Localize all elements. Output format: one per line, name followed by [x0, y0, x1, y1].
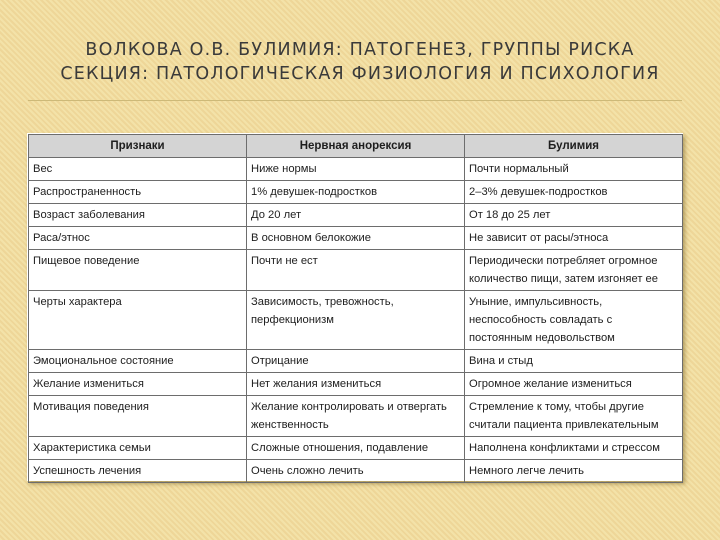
table-row [29, 350, 683, 373]
table-cell-bulimia: Немного легче лечить [465, 460, 683, 483]
table-cell-anorexia: Нет желания измениться [247, 373, 465, 396]
table-cell-bulimia: Периодически потребляет огромное количество пищи, затем изгоняет ее [465, 250, 683, 291]
table-cell-anorexia: Сложные отношения, подавление [247, 437, 465, 460]
table-cell-anorexia: Зависимость, тревожность, перфекционизм [247, 291, 465, 350]
table-row [29, 250, 683, 291]
slide-title [0, 38, 720, 86]
table-cell-anorexia: Отрицание [247, 350, 465, 373]
table-row [29, 227, 683, 250]
table-cell-bulimia: 2–3% девушек-подростков [465, 181, 683, 204]
table-row [29, 437, 683, 460]
table-cell-sign: Мотивация поведения [29, 396, 247, 437]
column-header-bulimia: Булимия [465, 135, 683, 158]
comparison-table-panel [27, 133, 683, 481]
table-cell-bulimia: Огромное желание измениться [465, 373, 683, 396]
slide-title-line-1: ВОЛКОВА О.В. БУЛИМИЯ: ПАТОГЕНЕЗ, ГРУППЫ РИСКА [85, 40, 635, 60]
table-cell-bulimia: Стремление к тому, чтобы другие считали пациента привлекательным [465, 396, 683, 437]
column-header-signs: Признаки [29, 135, 247, 158]
comparison-table [28, 134, 683, 483]
table-row [29, 158, 683, 181]
table-row [29, 291, 683, 350]
table-cell-sign: Успешность лечения [29, 460, 247, 483]
table-cell-bulimia: От 18 до 25 лет [465, 204, 683, 227]
table-row [29, 460, 683, 483]
table-cell-anorexia: 1% девушек-подростков [247, 181, 465, 204]
table-row [29, 396, 683, 437]
table-cell-bulimia: Уныние, импульсивность, неспособность совладать с постоянным недовольством [465, 291, 683, 350]
table-cell-bulimia: Не зависит от расы/этноса [465, 227, 683, 250]
table-cell-bulimia: Вина и стыд [465, 350, 683, 373]
table-cell-sign: Пищевое поведение [29, 250, 247, 291]
table-cell-bulimia: Наполнена конфликтами и стрессом [465, 437, 683, 460]
table-cell-sign: Черты характера [29, 291, 247, 350]
table-cell-anorexia: Почти не ест [247, 250, 465, 291]
table-cell-bulimia: Почти нормальный [465, 158, 683, 181]
table-cell-sign: Желание измениться [29, 373, 247, 396]
table-cell-sign: Вес [29, 158, 247, 181]
title-divider [28, 100, 682, 101]
column-header-anorexia: Нервная анорексия [247, 135, 465, 158]
table-cell-sign: Раса/этнос [29, 227, 247, 250]
table-row [29, 204, 683, 227]
table-cell-anorexia: Желание контролировать и отвергать женственность [247, 396, 465, 437]
table-cell-anorexia: До 20 лет [247, 204, 465, 227]
table-cell-sign: Эмоциональное состояние [29, 350, 247, 373]
table-cell-sign: Распространенность [29, 181, 247, 204]
table-cell-anorexia: Ниже нормы [247, 158, 465, 181]
table-header-row [29, 135, 683, 158]
table-row [29, 181, 683, 204]
table-cell-anorexia: Очень сложно лечить [247, 460, 465, 483]
table-row [29, 373, 683, 396]
table-cell-anorexia: В основном белокожие [247, 227, 465, 250]
slide-title-line-2: СЕКЦИЯ: ПАТОЛОГИЧЕСКАЯ ФИЗИОЛОГИЯ И ПСИХОЛОГИЯ [60, 64, 660, 84]
table-cell-sign: Характеристика семьи [29, 437, 247, 460]
table-cell-sign: Возраст заболевания [29, 204, 247, 227]
